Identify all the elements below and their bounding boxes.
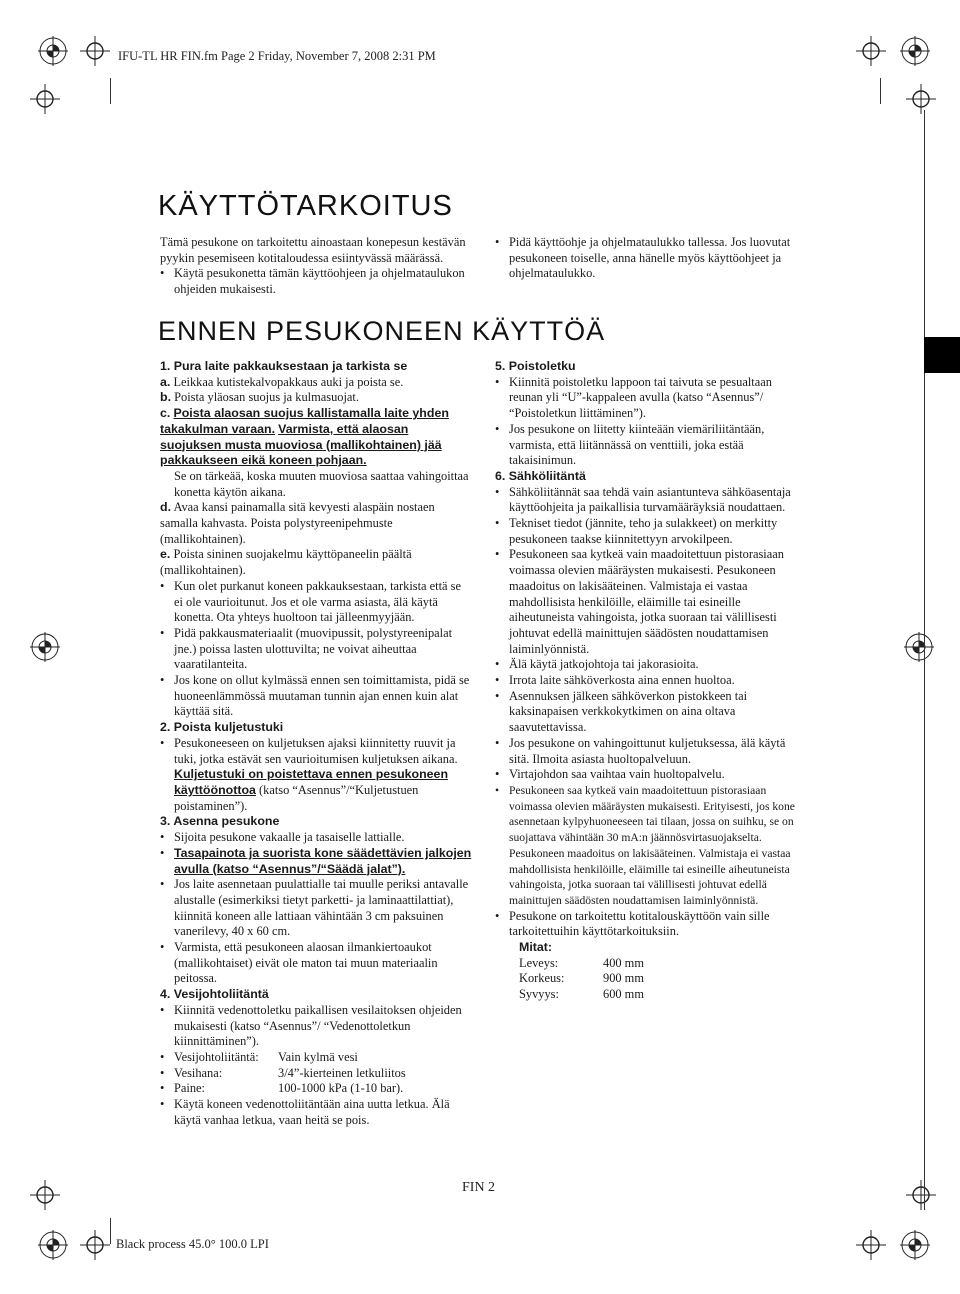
subheading: 1. Pura laite pakkauksestaan ja tarkista se <box>160 359 408 373</box>
bullet-item: • Pesukoneen saa kytkeä vain maadoitettuun pistorasiaan voimassa olevien määräysten mukaisesti. Pesukoneen maadoitus on lakisääteinen. Valmistaja ei vastaa mahdollisista henkilöille, eläimille tai esineille aiheutuneista vahingoista, jotka suoraan tai välillisesti johtuvat edellä mainittujen säädösten noudattamisen laiminlyönnistä. <box>495 547 805 657</box>
warning-text: Kuljetustuki on poistettava ennen pesukoneen käyttöönottoa <box>174 767 449 797</box>
spec-row <box>160 1081 472 1097</box>
dimension-label: Syvyys: <box>519 987 559 1002</box>
intro-right-column <box>495 235 795 282</box>
dimension-row <box>503 956 805 972</box>
spec-label: • Paine: <box>174 1081 205 1096</box>
registration-mark-icon <box>80 36 110 66</box>
warning-text: Tasapainota ja suorista kone säädettävien jalkojen avulla (katso “Asennus”/“Säädä jalat”). <box>174 845 472 876</box>
spec-value: 100-1000 kPa (1-10 bar). <box>278 1081 404 1096</box>
step-text: Avaa kansi painamalla sitä kevyesti alaspäin nostaen samalla kahvasta. Poista polystyreenipehmuste (mallikohtainen). <box>160 500 435 546</box>
dimension-row <box>503 987 805 1003</box>
dimensions-block <box>495 940 805 1003</box>
bullet-text: (katso “Asennus”/“Kuljetustuen poistaminen”). <box>174 782 419 813</box>
thumb-tab-marker <box>924 337 960 373</box>
bullet-item: • Pesukone on tarkoitettu kotitalouskäyttöön vain sille tarkoitettuihin käyttötarkoituksiin. <box>495 909 805 940</box>
bullet-item: • Jos pesukone on liitetty kiinteään viemäriliitäntään, varmista, että liitännässä on venttiili, joka estää takaisinimun. <box>495 422 805 469</box>
page-title: KÄYTTÖTARKOITUS <box>158 190 453 222</box>
bullet-item: • Älä käytä jatkojohtoja tai jakorasioita. <box>495 657 805 673</box>
spec-label: • Vesijohtoliitäntä: <box>174 1049 259 1064</box>
registration-mark-icon <box>38 1230 68 1260</box>
warning-text: Poista alaosan suojus kallistamalla laite yhden takakulman varaan. <box>160 406 449 436</box>
subheading: 4. Vesijohtoliitäntä <box>160 987 269 1002</box>
bullet-item <box>160 736 472 815</box>
spec-value: 3/4”-kierteinen letkuliitos <box>278 1065 406 1080</box>
bullet-item: • Varmista, että pesukoneen alaosan ilmankiertoaukot (mallikohtaiset) eivät ole maton tai muun materiaalin peitossa. <box>160 940 472 987</box>
registration-mark-icon <box>38 36 68 66</box>
step-letter: b. <box>160 390 172 405</box>
registration-mark-icon <box>30 632 60 662</box>
registration-mark-icon <box>900 36 930 66</box>
intro-left-column <box>160 235 470 298</box>
registration-mark-icon <box>856 36 886 66</box>
registration-mark-icon <box>30 1180 60 1210</box>
subheading: 3. Asenna pesukone <box>160 814 280 829</box>
intro-bullet: • Käytä pesukonetta tämän käyttöohjeen ja ohjelmataulukon ohjeiden mukaisesti. <box>160 266 470 297</box>
slug-top: IFU-TL HR FIN.fm Page 2 Friday, November 7, 2008 2:31 PM <box>118 49 436 63</box>
step-text: Poista sininen suojakelmu käyttöpaneelin päältä (mallikohtainen). <box>160 547 412 578</box>
bullet-item: • Sähköliitännät saa tehdä vain asiantunteva sähköasentaja käyttöohjeita ja paikallisia turvamääräyksiä noudattaen. <box>495 485 805 516</box>
crop-line <box>880 78 881 104</box>
subheading: 6. Sähköliitäntä <box>495 468 586 483</box>
subheading: 2. Poista kuljetustuki <box>160 720 284 735</box>
spec-value: Vain kylmä vesi <box>278 1049 358 1064</box>
bullet-item: • Kun olet purkanut koneen pakkauksestaan, tarkista että se ei ole vaurioitunut. Jos et ole varma asiasta, älä käytä konetta. Ota yhteys huoltoon tai jälleenmyyjään. <box>160 579 472 626</box>
step-letter: a. <box>160 374 171 389</box>
bullet-item <box>160 846 472 877</box>
bullet-item: • Tekniset tiedot (jännite, teho ja sulakkeet) on merkitty pesukoneen taakse kiinnitettyyn arvokilpeen. <box>495 516 805 547</box>
bullet-item: • Jos kone on ollut kylmässä ennen sen toimittamista, pidä se huoneenlämmössä muutaman tunnin ajan ennen kuin alat käyttää sitä. <box>160 673 472 720</box>
intro-paragraph: Tämä pesukone on tarkoitettu ainoastaan konepesun kestävän pyykin pesemiseen kotitaloudessa esiintyvässä määrässä. <box>160 235 466 265</box>
spec-row <box>160 1066 472 1082</box>
crop-line <box>110 1218 111 1244</box>
registration-mark-icon <box>80 1230 110 1260</box>
bullet-item: • Pidä pakkausmateriaalit (muovipussit, polystyreenipalat jne.) poissa lasten ulottuvilta; ne voivat aiheuttaa vaaratilanteita. <box>160 626 472 673</box>
spec-label: • Vesihana: <box>174 1065 223 1080</box>
step-text: Leikkaa kutistekalvopakkaus auki ja poista se. <box>173 374 404 389</box>
dimension-label: Korkeus: <box>519 971 565 986</box>
page-number: FIN 2 <box>462 1180 496 1195</box>
bullet-item: • Virtajohdon saa vaihtaa vain huoltopalvelu. <box>495 767 805 783</box>
trim-line <box>924 110 925 1210</box>
slug-bottom: Black process 45.0° 100.0 LPI <box>116 1237 269 1251</box>
dimensions-title: Mitat: <box>519 940 553 955</box>
registration-mark-icon <box>856 1230 886 1260</box>
dimension-row <box>503 971 805 987</box>
intro-bullet: • Pidä käyttöohje ja ohjelmataulukko tallessa. Jos luovutat pesukoneen toiselle, anna hänelle myös käyttöohjeet ja ohjelmataulukko. <box>495 235 795 282</box>
right-column <box>495 359 805 1003</box>
step-letter: c. <box>160 406 171 421</box>
bullet-item: • Irrota laite sähköverkosta aina ennen huoltoa. <box>495 673 805 689</box>
step-text: Poista yläosan suojus ja kulmasuojat. <box>174 390 359 405</box>
dimension-value: 400 mm <box>603 955 644 970</box>
registration-mark-icon <box>904 632 934 662</box>
left-column <box>160 359 472 1128</box>
bullet-item: • Jos pesukone on vahingoittunut kuljetuksessa, älä käytä sitä. Ilmoita asiasta huoltopalveluun. <box>495 736 805 767</box>
bullet-item: • Sijoita pesukone vakaalle ja tasaiselle lattialle. <box>160 830 472 846</box>
section-heading: ENNEN PESUKONEEN KÄYTTÖÄ <box>158 316 606 346</box>
registration-mark-icon <box>900 1230 930 1260</box>
registration-mark-icon <box>30 84 60 114</box>
dimension-value: 900 mm <box>603 971 644 986</box>
bullet-item: • Kiinnitä vedenottoletku paikallisen vesilaitoksen ohjeiden mukaisesti (katso “Asennus”/ “Vedenottoletkun kiinnittäminen”). <box>160 1003 472 1050</box>
bullet-item: • Kiinnitä poistoletku lappoon tai taivuta se pesualtaan reunan yli “U”-kappaleen avulla (katso “Asennus”/ “Poistoletkun liittäminen”). <box>495 375 805 422</box>
bullet-text: Pesukoneeseen on kuljetuksen ajaksi kiinnitetty ruuvit ja tuki, jotka estävät sen vaurioitumisen kuljetuksen aikana. <box>174 735 458 766</box>
subheading: 5. Poistoletku <box>495 359 576 373</box>
crop-line <box>110 78 111 104</box>
warning-text: Varmista, että alaosan suojuksen musta muoviosa (mallikohtainen) jää pakkaukseen eikä koneen pohjaan. <box>160 421 442 468</box>
bullet-item: • Käytä koneen vedenottoliitäntään aina uutta letkua. Älä käytä vanhaa letkua, vaan heitä se pois. <box>160 1097 472 1128</box>
step-letter: d. <box>160 500 172 515</box>
registration-mark-icon <box>906 1180 936 1210</box>
spec-row <box>160 1050 472 1066</box>
step-note: Se on tärkeää, koska muuten muoviosa saattaa vahingoittaa konetta käytön aikana. <box>174 468 469 499</box>
dimension-value: 600 mm <box>603 987 644 1002</box>
registration-mark-icon <box>906 84 936 114</box>
bullet-item: • Jos laite asennetaan puulattialle tai muulle periksi antavalle alustalle (esimerkiksi tietyt parketti- ja laminaattilattiat), kiinnitä koneen alle lattiaan vähintään 3 cm paksuinen vanerilevy, 40 x 60 cm. <box>160 877 472 940</box>
step-letter: e. <box>160 547 171 562</box>
bullet-item: • Asennuksen jälkeen sähköverkon pistokkeen tai kaksinapaisen verkkokytkimen on aina oltava saavutettavissa. <box>495 689 805 736</box>
dimension-label: Leveys: <box>519 955 559 970</box>
bullet-item: • Pesukoneen saa kytkeä vain maadoitettuun pistorasiaan voimassa olevien määräysten mukaisesti. Erityisesti, jos kone asennetaan kylpyhuoneeseen tai tilaan, jossa on suihku, se on suojattava vähintään 30 mA:n jäännösvirtasuojakselta. Pesukoneen maadoitus on lakisääteinen. Valmistaja ei vastaa mahdollisista henkilöille, eläimille tai esineille aiheutuneista vahingoista, jotka suoraan tai välillisesti johtuvat edellä mainittujen säädösten noudattamisen laiminlyönnistä. <box>495 783 805 909</box>
